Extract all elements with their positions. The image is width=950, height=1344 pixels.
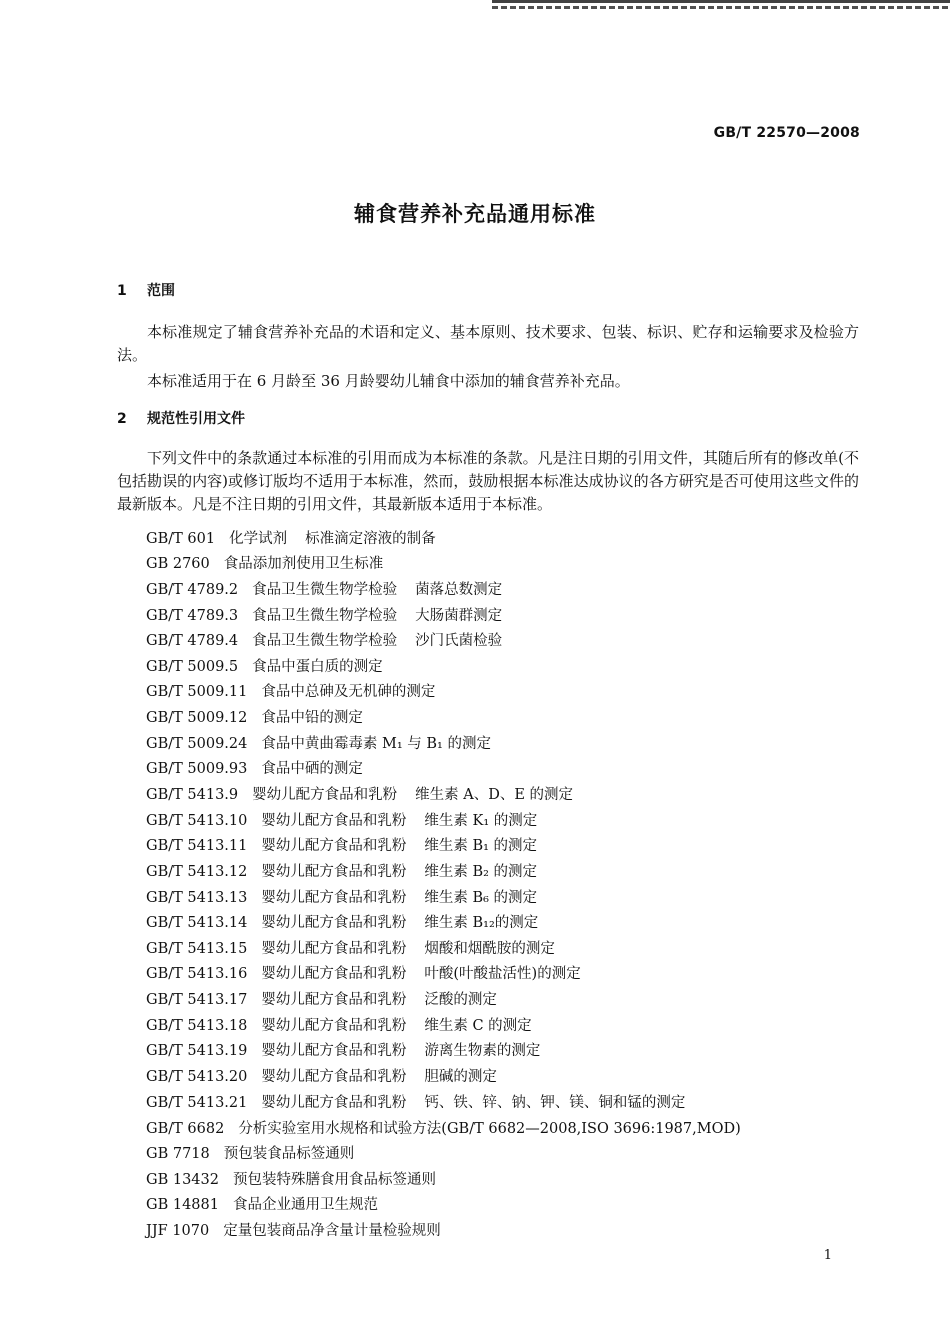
reference-title: 婴幼儿配方食品和乳粉 xyxy=(261,992,407,1008)
reference-title: 婴幼儿配方食品和乳粉 xyxy=(261,813,407,829)
reference-item xyxy=(146,860,537,881)
reference-title: 食品中黄曲霉毒素 M₁ 与 B₁ 的测定 xyxy=(261,736,491,752)
reference-item xyxy=(146,1091,685,1112)
reference-subtitle: 维生素 B₁₂的测定 xyxy=(424,915,539,931)
reference-code: GB/T 5009.5 xyxy=(146,659,239,675)
reference-code: GB/T 4789.2 xyxy=(146,582,239,598)
reference-item xyxy=(146,937,555,958)
reference-title: 婴幼儿配方食品和乳粉 xyxy=(261,1095,407,1111)
reference-code: GB/T 6682 xyxy=(146,1121,225,1137)
reference-code: GB/T 5009.11 xyxy=(146,684,248,700)
reference-code: GB 2760 xyxy=(146,556,210,572)
reference-item xyxy=(146,886,537,907)
reference-title: 定量包装商品净含量计量检验规则 xyxy=(223,1223,441,1239)
reference-title: 食品中蛋白质的测定 xyxy=(252,659,383,675)
reference-code: GB/T 5413.9 xyxy=(146,787,239,803)
reference-item xyxy=(146,604,502,625)
reference-title: 婴幼儿配方食品和乳粉 xyxy=(261,864,407,880)
reference-subtitle: 维生素 B₂ 的测定 xyxy=(424,864,538,880)
reference-item xyxy=(146,1117,741,1138)
reference-item xyxy=(146,1219,441,1240)
reference-subtitle: 维生素 A、D、E 的测定 xyxy=(415,787,574,803)
references-intro-paragraph: 下列文件中的条款通过本标准的引用而成为本标准的条款。凡是注日期的引用文件，其随后所有的修改单(不包括勘误的内容)或修订版均不适用于本标准，然而，鼓励根据本标准达成协议的各方研究是否可使用这些文件的最新版本。凡是不注日期的引用文件，其最新版本适用于本标准。 xyxy=(117,449,859,513)
reference-item xyxy=(146,732,491,753)
reference-title: 食品卫生微生物学检验 xyxy=(252,633,398,649)
reference-subtitle: 维生素 B₆ 的测定 xyxy=(424,890,538,906)
reference-item xyxy=(146,1014,532,1035)
reference-title: 婴幼儿配方食品和乳粉 xyxy=(261,838,407,854)
section-2-heading xyxy=(117,408,245,428)
reference-subtitle: 钙、铁、锌、钠、钾、镁、铜和锰的测定 xyxy=(424,1095,686,1111)
reference-code: GB/T 4789.4 xyxy=(146,633,239,649)
reference-title: 分析实验室用水规格和试验方法(GB/T 6682—2008,ISO 3696:1987,MOD) xyxy=(238,1121,741,1137)
reference-code: GB/T 5413.16 xyxy=(146,966,248,982)
standard-code: GB/T 22570—2008 xyxy=(713,125,860,141)
reference-code: GB/T 5009.12 xyxy=(146,710,248,726)
reference-title: 预包装食品标签通则 xyxy=(223,1146,355,1162)
reference-code: GB/T 5413.15 xyxy=(146,941,248,957)
reference-code: JJF 1070 xyxy=(146,1223,210,1239)
reference-item xyxy=(146,680,435,701)
reference-item xyxy=(146,655,383,676)
scan-edge-artifact xyxy=(492,0,950,14)
reference-title: 食品添加剂使用卫生标准 xyxy=(223,556,384,572)
reference-subtitle: 沙门氏菌检验 xyxy=(415,633,503,649)
reference-title: 预包装特殊膳食用食品标签通则 xyxy=(232,1172,436,1188)
reference-code: GB 14881 xyxy=(146,1197,219,1213)
reference-item xyxy=(146,1168,436,1189)
reference-code: GB/T 5009.93 xyxy=(146,761,248,777)
reference-title: 婴幼儿配方食品和乳粉 xyxy=(261,1018,407,1034)
scope-paragraph-2: 本标准适用于在 6 月龄至 36 月龄婴幼儿辅食中添加的辅食营养补充品。 xyxy=(147,372,630,390)
reference-subtitle: 泛酸的测定 xyxy=(424,992,497,1008)
reference-subtitle: 烟酸和烟酰胺的测定 xyxy=(424,941,555,957)
reference-title: 化学试剂 xyxy=(229,531,288,547)
reference-title: 婴幼儿配方食品和乳粉 xyxy=(261,915,407,931)
reference-title: 食品中硒的测定 xyxy=(261,761,363,777)
reference-item xyxy=(146,527,436,548)
reference-code: GB/T 5413.10 xyxy=(146,813,248,829)
reference-title: 食品中铅的测定 xyxy=(261,710,363,726)
reference-item xyxy=(146,757,363,778)
reference-code: GB/T 5413.11 xyxy=(146,838,248,854)
reference-code: GB/T 4789.3 xyxy=(146,608,239,624)
reference-subtitle: 维生素 B₁ 的测定 xyxy=(424,838,538,854)
section-1-heading xyxy=(117,280,175,300)
reference-item xyxy=(146,809,537,830)
reference-item xyxy=(146,962,581,983)
reference-code: GB/T 5413.21 xyxy=(146,1095,248,1111)
reference-code: GB/T 5413.12 xyxy=(146,864,248,880)
reference-subtitle: 游离生物素的测定 xyxy=(424,1043,541,1059)
reference-item xyxy=(146,629,502,650)
scope-paragraph-1: 本标准规定了辅食营养补充品的术语和定义、基本原则、技术要求、包装、标识、贮存和运输要求及检验方法。 xyxy=(117,323,859,364)
reference-title: 食品企业通用卫生规范 xyxy=(232,1197,378,1213)
reference-item xyxy=(146,706,363,727)
reference-code: GB/T 5413.17 xyxy=(146,992,248,1008)
reference-code: GB 7718 xyxy=(146,1146,210,1162)
reference-item xyxy=(146,911,538,932)
reference-title: 婴幼儿配方食品和乳粉 xyxy=(261,966,407,982)
reference-code: GB/T 5413.19 xyxy=(146,1043,248,1059)
reference-subtitle: 维生素 C 的测定 xyxy=(424,1018,532,1034)
reference-code: GB/T 5413.13 xyxy=(146,890,248,906)
reference-title: 婴幼儿配方食品和乳粉 xyxy=(261,1043,407,1059)
reference-title: 食品卫生微生物学检验 xyxy=(252,582,398,598)
reference-subtitle: 维生素 K₁ 的测定 xyxy=(424,813,538,829)
reference-code: GB 13432 xyxy=(146,1172,219,1188)
section-title: 规范性引用文件 xyxy=(147,411,245,427)
reference-subtitle: 大肠菌群测定 xyxy=(415,608,503,624)
reference-subtitle: 叶酸(叶酸盐活性)的测定 xyxy=(424,966,581,982)
reference-subtitle: 胆碱的测定 xyxy=(424,1069,497,1085)
reference-item xyxy=(146,1193,378,1214)
reference-item xyxy=(146,578,502,599)
reference-item xyxy=(146,988,497,1009)
section-number: 1 xyxy=(117,283,127,299)
reference-code: GB/T 5413.18 xyxy=(146,1018,248,1034)
section-number: 2 xyxy=(117,411,127,427)
reference-item xyxy=(146,1039,540,1060)
reference-title: 婴幼儿配方食品和乳粉 xyxy=(261,941,407,957)
reference-title: 婴幼儿配方食品和乳粉 xyxy=(261,890,407,906)
reference-code: GB/T 5413.20 xyxy=(146,1069,248,1085)
section-title: 范围 xyxy=(147,283,175,299)
reference-item xyxy=(146,1142,354,1163)
page-number: 1 xyxy=(823,1248,832,1263)
reference-item xyxy=(146,1065,497,1086)
reference-subtitle: 标准滴定溶液的制备 xyxy=(305,531,436,547)
reference-title: 婴幼儿配方食品和乳粉 xyxy=(261,1069,407,1085)
reference-code: GB/T 5009.24 xyxy=(146,736,248,752)
reference-subtitle: 菌落总数测定 xyxy=(415,582,503,598)
document-title: 辅食营养补充品通用标准 xyxy=(354,202,596,226)
reference-title: 食品中总砷及无机砷的测定 xyxy=(261,684,436,700)
reference-title: 食品卫生微生物学检验 xyxy=(252,608,398,624)
reference-item xyxy=(146,552,383,573)
reference-title: 婴幼儿配方食品和乳粉 xyxy=(252,787,398,803)
reference-item xyxy=(146,783,573,804)
reference-item xyxy=(146,834,537,855)
reference-code: GB/T 5413.14 xyxy=(146,915,248,931)
reference-code: GB/T 601 xyxy=(146,531,216,547)
